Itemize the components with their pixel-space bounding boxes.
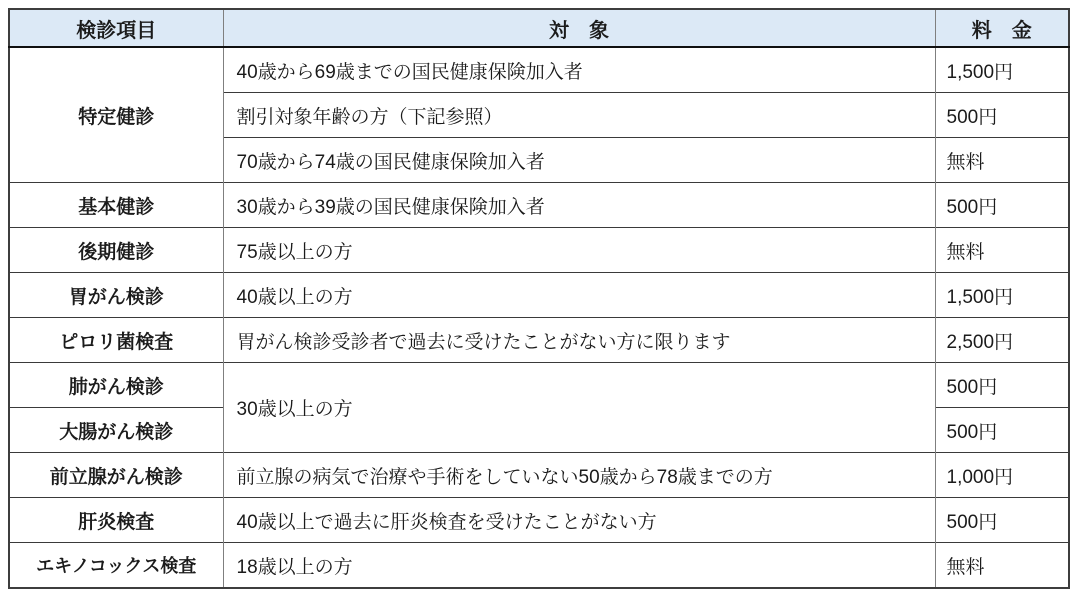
table-row	[9, 228, 1069, 273]
item-cell: 大腸がん検診	[9, 408, 223, 453]
fee-cell: 500円	[935, 93, 1069, 138]
target-cell: 40歳以上の方	[223, 273, 935, 318]
table-row	[9, 183, 1069, 228]
fee-cell: 2,500円	[935, 318, 1069, 363]
item-cell: 胃がん検診	[9, 273, 223, 318]
target-cell: 75歳以上の方	[223, 228, 935, 273]
target-cell: 30歳から39歳の国民健康保険加入者	[223, 183, 935, 228]
fee-cell: 500円	[935, 363, 1069, 408]
fee-cell: 無料	[935, 543, 1069, 589]
fee-cell: 1,500円	[935, 273, 1069, 318]
item-cell: 肝炎検査	[9, 498, 223, 543]
table-row	[9, 453, 1069, 498]
column-header-fee: 料 金	[935, 9, 1069, 47]
header-row	[9, 9, 1069, 47]
target-cell: 70歳から74歳の国民健康保険加入者	[223, 138, 935, 183]
table-row	[9, 543, 1069, 589]
fee-cell: 500円	[935, 498, 1069, 543]
target-cell: 40歳から69歳までの国民健康保険加入者	[223, 47, 935, 93]
column-header-target: 対 象	[223, 9, 935, 47]
fee-cell: 1,500円	[935, 47, 1069, 93]
table-row	[9, 318, 1069, 363]
item-cell: 後期健診	[9, 228, 223, 273]
column-header-item: 検診項目	[9, 9, 223, 47]
item-cell: 肺がん検診	[9, 363, 223, 408]
table-row	[9, 498, 1069, 543]
fee-cell: 無料	[935, 228, 1069, 273]
item-cell: ピロリ菌検査	[9, 318, 223, 363]
target-cell: 18歳以上の方	[223, 543, 935, 589]
target-cell: 胃がん検診受診者で過去に受けたことがない方に限ります	[223, 318, 935, 363]
target-cell: 前立腺の病気で治療や手術をしていない50歳から78歳までの方	[223, 453, 935, 498]
item-cell: 基本健診	[9, 183, 223, 228]
target-cell: 40歳以上で過去に肝炎検査を受けたことがない方	[223, 498, 935, 543]
health-checkup-fee-table	[8, 8, 1070, 589]
target-cell: 割引対象年齢の方（下記参照）	[223, 93, 935, 138]
target-cell: 30歳以上の方	[223, 363, 935, 453]
table-row	[9, 273, 1069, 318]
item-cell: 特定健診	[9, 47, 223, 183]
fee-cell: 無料	[935, 138, 1069, 183]
fee-cell: 1,000円	[935, 453, 1069, 498]
fee-cell: 500円	[935, 408, 1069, 453]
table-row	[9, 363, 1069, 408]
fee-cell: 500円	[935, 183, 1069, 228]
table-row	[9, 47, 1069, 93]
item-cell: エキノコックス検査	[9, 543, 223, 589]
item-cell: 前立腺がん検診	[9, 453, 223, 498]
